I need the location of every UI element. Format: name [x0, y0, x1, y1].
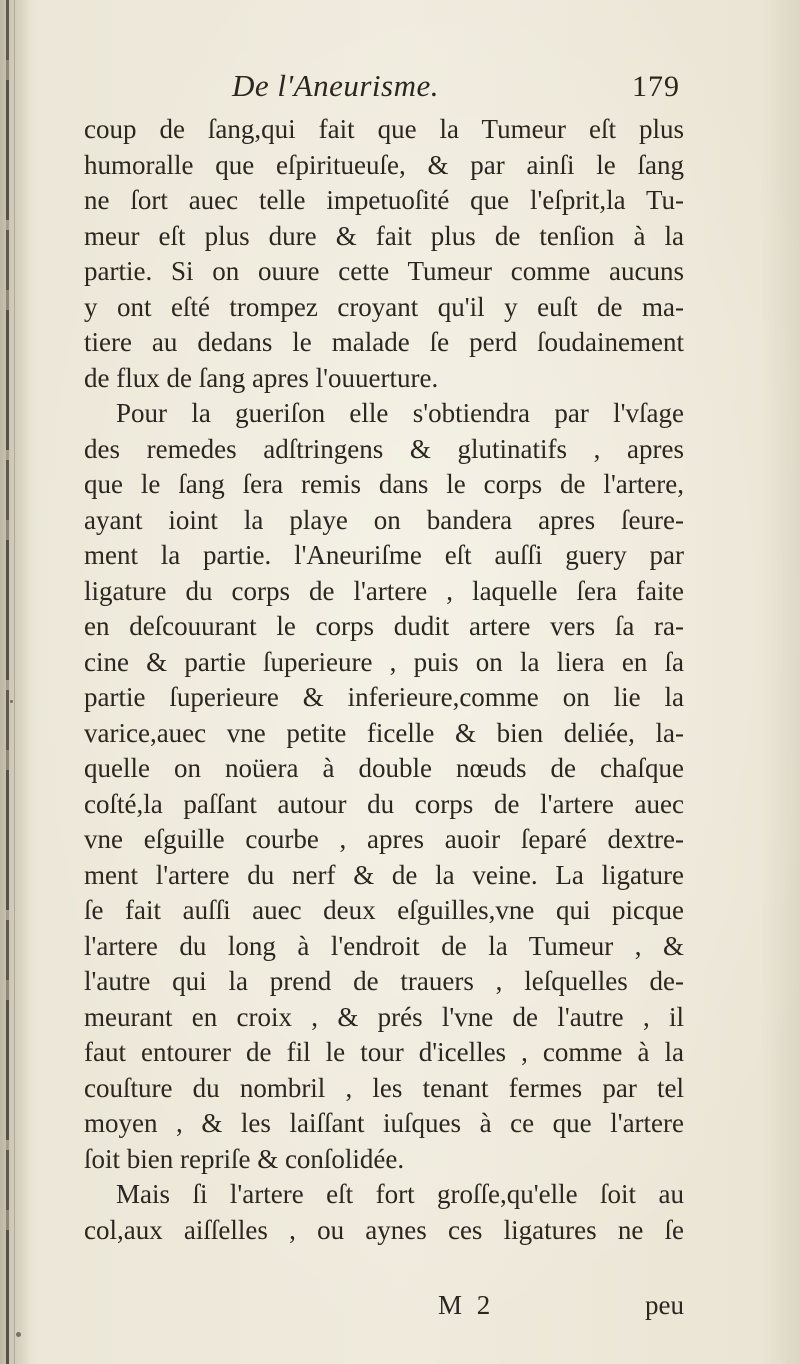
page-header [82, 64, 682, 108]
text-line: vne eſguille courbe , apres auoir ſeparé dextre- [84, 824, 684, 854]
text-line: meur eſt plus dure & fait plus de tenſion à la [84, 220, 684, 251]
running-title: De l'Aneurisme. [232, 68, 439, 103]
text-line: humoralle que eſpiritueuſe, & par ainſi le ſang [84, 149, 684, 180]
page-footer [84, 1290, 684, 1330]
signature-mark: M 2 [438, 1290, 495, 1320]
text-line: ſoit bien repriſe & conſolidée. [84, 1143, 405, 1174]
text-line: des remedes adſtringens & glutinatifs , apres [84, 433, 684, 464]
text-line: ment l'artere du nerf & de la veine. La ligature [84, 859, 684, 890]
text-line: couſture du nombril , les tenant fermes par tel [84, 1072, 684, 1103]
text-line: cine & partie ſuperieure , puis on la liera en ſa [84, 646, 684, 677]
text-line: partie ſuperieure & inferieure,comme on lie la [84, 682, 684, 712]
ink-spot [10, 700, 13, 703]
text-line: en deſcouurant le corps dudit artere vers ſa ra- [84, 611, 684, 641]
binding-edge-line-inner [14, 0, 15, 1364]
catchword: peu [645, 1290, 684, 1320]
text-line: col,aux aiſſelles , ou aynes ces ligatures ne ſe [84, 1214, 684, 1245]
text-line: quelle on noüera à double nœuds de chaſque [84, 753, 684, 783]
text-line: l'autre qui la prend de trauers , leſquelles de- [84, 966, 684, 996]
text-line: coſté,la paſſant autour du corps de l'artere auec [84, 788, 684, 819]
text-line: ayant ioint la playe on bandera apres ſeure- [84, 504, 684, 535]
page-number: 179 [632, 70, 680, 103]
ink-spot [16, 1332, 21, 1337]
text-line: faut entourer de fil le tour d'icelles , comme à la [84, 1037, 684, 1067]
paragraph-start-line: Mais ſi l'artere eſt fort groſſe,qu'elle ſoit au [116, 1179, 684, 1209]
text-line: de flux de ſang apres l'ouuerture. [84, 362, 439, 393]
text-line: l'artere du long à l'endroit de la Tumeur , & [84, 930, 684, 961]
text-line: ſe fait auſſi auec deux eſguilles,vne qui picque [84, 895, 684, 925]
text-line: partie. Si on ouure cette Tumeur comme aucuns [84, 256, 684, 286]
main-text [84, 112, 684, 1248]
binding-edge-line [6, 0, 9, 1364]
text-line: ne ſort auec telle impetuoſité que l'eſprit,la Tu- [84, 185, 684, 215]
text-line: meurant en croix , & prés l'vne de l'autre , il [84, 1001, 684, 1032]
binding-gutter [0, 0, 30, 1364]
text-line: ment la partie. l'Aneuriſme eſt auſſi guery par [84, 540, 684, 570]
text-line: ligature du corps de l'artere , laquelle ſera faite [84, 575, 684, 606]
text-line: coup de ſang,qui fait que la Tumeur eſt plus [84, 114, 684, 144]
text-line: varice,auec vne petite ficelle & bien deliée, la- [84, 717, 684, 748]
text-line: que le ſang ſera remis dans le corps de l'artere, [84, 469, 684, 499]
paragraph-start-line: Pour la gueriſon elle s'obtiendra par l'vſage [116, 398, 684, 428]
text-line: tiere au dedans le malade ſe perd ſoudainement [84, 327, 684, 357]
text-line: y ont eſté trompez croyant qu'il y euſt de ma- [84, 291, 684, 322]
text-line: moyen , & les laiſſant iuſques à ce que l'artere [84, 1108, 684, 1138]
